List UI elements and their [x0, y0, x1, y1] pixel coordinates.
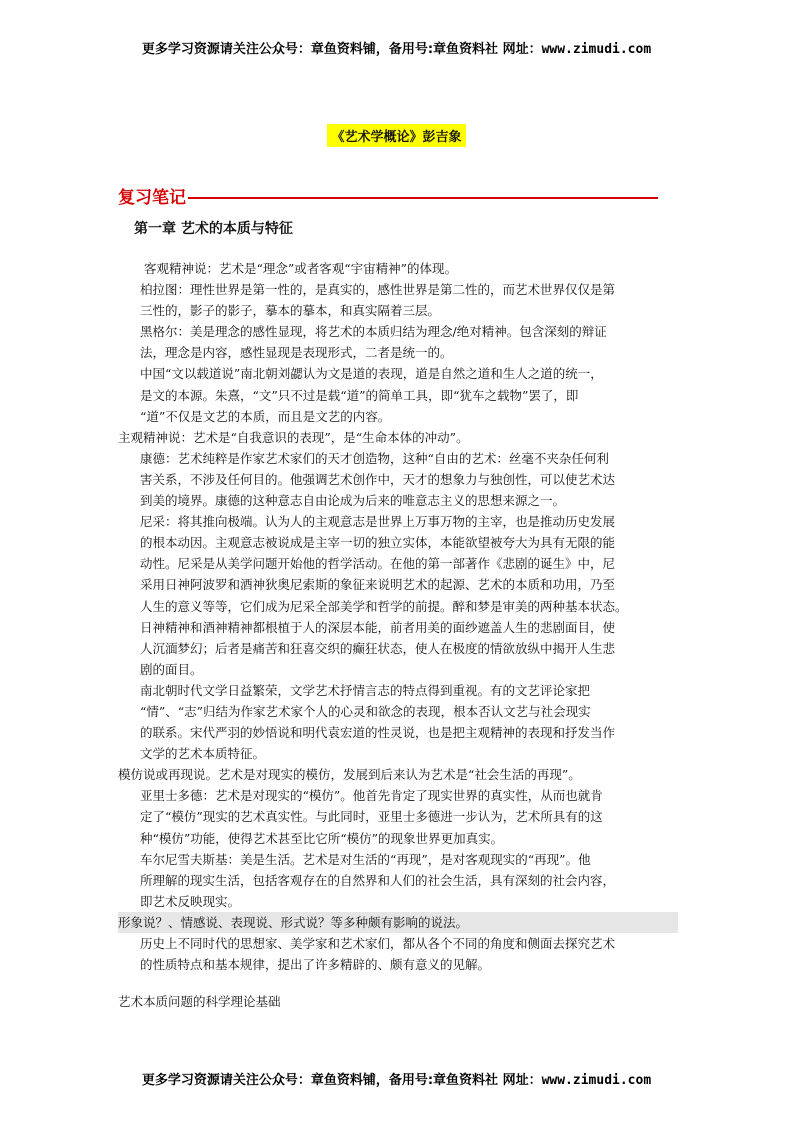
body-line: 的性质特点和基本规律，提出了许多精辟的、颇有意义的见解。 — [140, 957, 491, 973]
document-title-text: 《艺术学概论》彭吉象 — [327, 124, 465, 147]
body-line: 尼采：将其推向极端。认为人的主观意志是世界上万事万物的主宰，也是推动历史发展 — [140, 514, 616, 530]
body-line: 所理解的现实生活，包括客观存在的自然界和人们的社会生活，具有深刻的社会内容， — [140, 872, 616, 888]
body-line: 黑格尔：美是理念的感性显现，将艺术的本质归结为理念/绝对精神。包含深刻的辩证 — [140, 324, 607, 340]
footer-url[interactable]: www.zimudi.com — [541, 1073, 652, 1088]
body-line: 即艺术反映现实。 — [140, 893, 241, 909]
body-line-highlighted: 形象说？、情感说、表现说、形式说？等多种颇有影响的说法。 — [118, 912, 678, 933]
document-body — [118, 258, 678, 1012]
body-line: 采用日神阿波罗和酒神狄奥尼索斯的象征来说明艺术的起源、艺术的本质和功用，乃至 — [140, 577, 616, 593]
body-line: 法，理念是内容，感性显现是表现形式，二者是统一的。 — [140, 345, 453, 361]
header-url[interactable]: www.zimudi.com — [541, 42, 652, 57]
body-line: 模仿说或再现说。艺术是对现实的模仿，发展到后来认为艺术是“社会生活的再现”。 — [118, 767, 581, 783]
page-footer — [0, 1069, 793, 1088]
document-title — [0, 124, 793, 147]
body-line: 的联系。宋代严羽的妙悟说和明代袁宏道的性灵说，也是把主观精神的表现和抒发当作 — [140, 725, 616, 741]
body-line: 康德：艺术纯粹是作家艺术家们的天才创造物，这种“自由的艺术：丝毫不夹杂任何利 — [140, 450, 609, 466]
body-line: 定了“模仿”现实的艺术真实性。与此同时，亚里士多德进一步认为，艺术所具有的这 — [140, 809, 603, 825]
header-text: 更多学习资源请关注公众号：章鱼资料铺，备用号:章鱼资料社 网址： — [141, 42, 542, 57]
section-line: 艺术本质问题的科学理论基础 — [118, 994, 281, 1010]
footer-text: 更多学习资源请关注公众号：章鱼资料铺，备用号:章鱼资料社 网址： — [141, 1073, 542, 1088]
body-line: 种“模仿”功能，使得艺术甚至比它所“模仿”的现象世界更加真实。 — [140, 830, 504, 846]
body-line: 动性。尼采是从美学问题开始他的哲学活动。在他的第一部著作《悲剧的诞生》中，尼 — [140, 556, 616, 572]
body-line: 主观精神说：艺术是“自我意识的表现”，是“生命本体的冲动”。 — [118, 429, 469, 445]
body-line: 柏拉图：理性世界是第一性的，是真实的，感性世界是第二性的，而艺术世界仅仅是第 — [140, 282, 616, 298]
body-line: “道”不仅是文艺的本质，而且是文艺的内容。 — [140, 408, 391, 424]
body-line: 是文的本源。朱熹，“文”只不过是载“道”的简单工具，即“犹车之载物”罢了，即 — [140, 387, 579, 403]
heading-rule — [188, 197, 658, 199]
body-line: 亚里士多德：艺术是对现实的“模仿”。他首先肯定了现实世界的真实性，从而也就肯 — [140, 788, 603, 804]
page-header — [0, 38, 793, 57]
blank-line — [118, 975, 678, 991]
body-line: 人生的意义等等，它们成为尼采全部美学和哲学的前提。醉和梦是审美的两种基本状态。 — [140, 598, 628, 614]
review-heading-text: 复习笔记 — [118, 188, 186, 208]
body-line: “情”、“志”归结为作家艺术家个人的心灵和欲念的表现，根本否认文艺与社会现实 — [140, 703, 591, 719]
body-line: 人沉湎梦幻；后者是痛苦和狂喜交织的癫狂状态，使人在极度的情欲放纵中揭开人生悲 — [140, 640, 616, 656]
body-line: 日神精神和酒神精神都根植于人的深层本能，前者用美的面纱遮盖人生的悲剧面目，使 — [140, 619, 616, 635]
body-line: 到美的境界。康德的这种意志自由论成为后来的唯意志主义的思想来源之一。 — [140, 493, 566, 509]
body-line: 害关系，不涉及任何目的。他强调艺术创作中，天才的想象力与独创性，可以使艺术达 — [140, 471, 616, 487]
body-line: 中国“文以载道说”南北朝刘勰认为文是道的表现，道是自然之道和生人之道的统一， — [140, 366, 603, 382]
body-line: 的根本动因。主观意志被说成是主宰一切的独立实体，本能欲望被夸大为具有无限的能 — [140, 535, 616, 551]
chapter-title: 第一章 艺术的本质与特征 — [134, 221, 293, 237]
review-heading — [118, 183, 678, 208]
body-line: 三性的，影子的影子，摹本的摹本，和真实隔着三层。 — [140, 303, 441, 319]
body-line: 历史上不同时代的思想家、美学家和艺术家们，都从各个不同的角度和侧面去探究艺术 — [140, 936, 616, 951]
body-line: 南北朝时代文学日益繁荣，文学艺术抒情言志的特点得到重视。有的文艺评论家把 — [140, 682, 591, 698]
body-line: 文学的艺术本质特征。 — [140, 746, 266, 762]
body-line: 车尔尼雪夫斯基：美是生活。艺术是对生活的“再现”，是对客观现实的“再现”。他 — [140, 851, 591, 867]
body-line: 剧的面目。 — [140, 661, 203, 677]
body-line: 客观精神说：艺术是“理念”或者客观“宇宙精神”的体现。 — [144, 261, 458, 276]
